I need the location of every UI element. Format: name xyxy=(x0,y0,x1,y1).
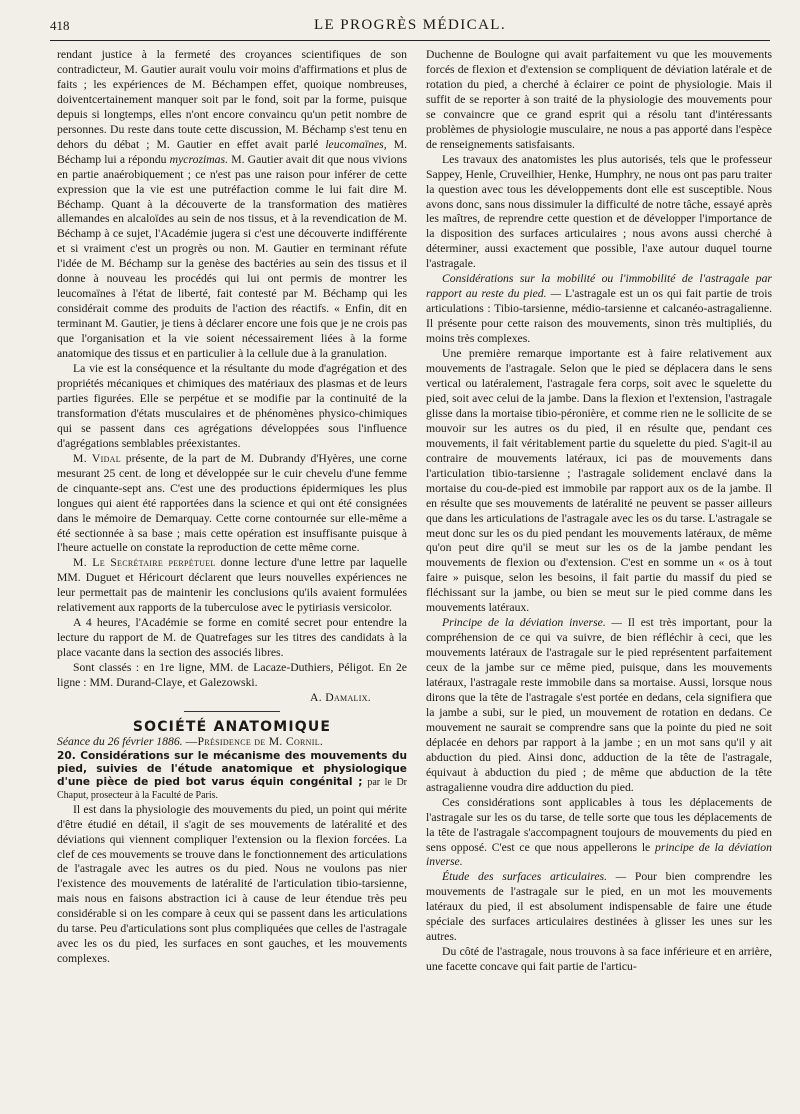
header-rule xyxy=(50,40,770,41)
section-divider xyxy=(184,711,280,712)
signature: A. Damalix. xyxy=(310,690,371,704)
paragraph-surfaces: Étude des surfaces articulaires. — Pour bien comprendre les mouvements de l'astragale sur le pied, en un mot les mouvements latéraux du pied, il est absolument indispensable de faire une étude spéciale des surfaces articulaires destinées à glisser les unes sur les autres. xyxy=(426,870,773,944)
paragraph-la-vie: La vie est la conséquence et la résultante du mode d'agrégation et des propriétés mécaniques et chimiques des matériaux des plasmas et de leurs parties figurées. Elle se perpétue et se modifie par la continuité de la transformation d'états musculaires et de phénomènes physico-chimiques qui se passent dans ces agrégations développées sous l'influence d'agrégations semblables préexistantes. xyxy=(57,362,407,450)
seance-line: Séance du 26 février 1886. —Présidence de M. Cornil. xyxy=(57,734,324,748)
paragraph-comite-secret: A 4 heures, l'Académie se forme en comité secret pour entendre la lecture du rapport de M. de Quatrefages sur les titres des candidats à la place vacante dans la section des associés libres. xyxy=(57,616,407,660)
speaker-name: M. Le Secrétaire perpétuel xyxy=(73,556,216,570)
item-heading xyxy=(57,750,407,803)
paragraph-remarque: Une première remarque importante est à faire relativement aux mouvements de l'astragale. Selon que le pied se déplacera dans le sens vertical ou latéralement, l'astragale fera corps, soit avec le squelette du pied, soit avec celui de la jambe. Dans la flexion et l'extension, l'astragale glisse dans la mortaise tibio-péronière, et comme rien ne le sollicite de se mouvoir sur les autres os du pied, il en résulte que, pendant ces mouvements, il fait véritablement partie du squelette du pied. S'agit-il au contraire de mouvements latéraux, ici pas de mouvements dans l'articulation tibio-tarsienne ; l'astragale solidement enclavé dans la mortaise du cou-de-pied est immobile par rapport aux os de la jambe. Il en résulte que ses mouvements de latéralité ne peuvent se passer ailleurs que dans les articulations de l'astragale avec les os du tarse. L'astragale se meut donc sur les os du pied pendant les mouvements latéraux, de même qu'on peut dire qu'il se meut sur les os de la jambe pendant les mouvements de flexion ou d'extension. C'est en somme un « os à tout faire » puisque, selon les besoins, il fait partie du massif du pied se fléchissant sur la jambe, ou bien se meut sur le pied comme dans les mouvements latéraux. xyxy=(426,347,772,615)
paragraph-duchenne: Duchenne de Boulogne qui avait parfaitement vu que les mouvements forcés de flexion et d'extension se compliquent de déviation latérale et de rotation du pied, a cherché à éclairer ce point de physiologie. Mais il suffit de se reporter à son traité de la physiologie des mouvements pour se convaincre que ce grand esprit qui a résolu tant d'intéressants problèmes de physiologie musculaire, ne nous a pas apporté dans l'espèce de renseignements satisfaisants. xyxy=(426,48,772,151)
running-header xyxy=(50,14,770,40)
item-title: 20. Considérations sur le mécanisme des mouvements du pied, suivies de l'étude anatomique et physiologique d'une pièce de pied bot varus équin congénital ; xyxy=(57,749,407,789)
subheading-surfaces: Étude des surfaces articulaires. — xyxy=(442,870,627,884)
paragraph-gautier-reply: rendant justice à la fermeté des croyances scientifiques de son contradicteur, M. Gautier aurait voulu voir moins d'affirmations et plus de faits ; les expériences de M. Béchampen effet, quoique nombreuses, doiventcertainement manquer soit par le fond, soit par la forme, puisque depuis si longtemps, elles n'ont encore convaincu qu'un petit nombre de personnes. Du reste dans toute cette discussion, M. Béchamp s'est tenu en dehors du débat ; M. Gautier en effet avait parlé leucomaïnes, M. Béchamp lui a répondu mycrozimas. M. Gautier avait dit que nous vivions en partie anaérobiquement ; ce n'est pas une raison pour inférer de cette expression que la vie est une putréfaction comme le lui fait dire M. Béchamp. Quant à la découverte de la transformation des matières allemandes en alcaloïdes au sein de nos tissus, et à la revendication de M. Béchamp à ce sujet, l'Académie jugera si c'est une découverte indifférente et si vraiment c'est un progrès ou non. M. Gautier en terminant réfute l'idée de M. Béchamp sur la genèse des bactéries au sein des tissus et il donne à nouveau les procédés qui lui ont permis de montrer les leucomaïnes à l'état de liberté, fait contesté par M. Béchamp qui les considérait comme des produits de l'action des réactifs. « Enfin, dit en terminant M. Gautier, je tiens à déclarer encore une fois que je ne crois pas que l'organisation et la vie soient nécessairement liées à la forme anatomique des tissus et en particulier à la cellule due à la granulation. xyxy=(57,48,408,361)
paragraph-vidal: M. Vidal présente, de la part de M. Dubrandy d'Hyères, une corne mesurant 25 cent. de long et développée sur le cuir chevelu d'une femme de cinquante-sept ans. C'est une des productions épidermiques les plus longues qui aient été rapportées dans la science et qui ont été consignées dans le mémoire de Demarquay. Cette corne contournée sur elle-même a été sectionnée à sa base ; mais cette opération est insuffisante puisque à l'heure actuelle on constate la reproduction de cette même corne. xyxy=(57,451,407,555)
paragraph-physiologie: Il est dans la physiologie des mouvements du pied, un point qui mérite d'être étudié en détail, il s'agit de ses mouvements de latéralité et des déviations qui viennent compliquer l'extension ou la flexion forcées. La clef de ces mouvements se trouve dans le fonctionnement des articulations de l'astragale avec les autres os du pied. Nous ne voulons pas nier l'existence des mouvements de latéralité de l'articulation tibio-tarsienne, mais nous en faisons abstraction ici à cause de leur étendue très peu considérable si on les compare à ceux qui se passent dans les articulations du tarse. Peu d'articulations sont plus compliquées que celles de l'astragale avec les os du pied, les surfaces en sont gauches, et les mouvements complexes. xyxy=(57,802,407,966)
term-mycrozimas: mycrozimas. xyxy=(169,152,228,166)
paragraph-principe: Principe de la déviation inverse. — Il est très important, pour la compréhension de ce qui va suivre, de bien réfléchir à ceci, que les mouvements latéraux de l'astragale sur le pied représentent parfaitement ceux de la jambe sur ce même pied, puisque, dans les mouvements latéraux, l'astragale reste immobile dans sa mortaise. Aussi, lorsque nous dirons que la tête de l'astragale s'est portée en dedans, cela signifiera que la jambe a subi, sur le pied, un mouvement de rotation en dedans. Ce mouvement ne saurait se comprendre sans que la pointe du pied ne soit déplacée en dehors par rapport à la jambe ; en un mot sans qu'il y ait abduction du pied. Ainsi donc, adduction de la tête de l'astragale, équivaut à abduction du pied ; de même que abduction de la tête astragalienne voudra dire adduction du pied. xyxy=(426,616,773,794)
speaker-name: M. Vidal xyxy=(73,451,121,465)
paragraph-secretaire: M. Le Secrétaire perpétuel donne lecture d'une lettre par laquelle MM. Duguet et Héricourt déclarent que leurs nouvelles expériences ne leur permettait pas de maintenir les conclusions qu'ils avaient formulées relativement aux rapports de la tuberculose avec le pytiriasis versicolor. xyxy=(57,556,408,615)
page-number: 418 xyxy=(50,18,70,33)
subheading-mobilite: Considérations sur la mobilité ou l'immobilité de l'astragale par rapport au reste du pied. — xyxy=(426,272,772,301)
section-title: SOCIÉTÉ ANATOMIQUE xyxy=(132,718,332,735)
journal-title: LE PROGRÈS MÉDICAL. xyxy=(313,17,507,33)
item-author: par le Dr Chaput, prosecteur à la Faculté de Paris. xyxy=(57,777,408,802)
left-column xyxy=(57,48,407,967)
paragraph-considerations: Ces considérations sont applicables à tous les déplacements de l'astragale sur les os du tarse, de telle sorte que tous les déplacements de la tête de l'astragale s'accompagnent toujours de mouvements du pied en sens opposé. C'est ce que nous appellerons le principe de la déviation inverse. xyxy=(426,795,772,869)
paragraph-mobilite: Considérations sur la mobilité ou l'immobilité de l'astragale par rapport au reste du pied. — L'astragale est un os qui fait partie de trois articulations : Tibio-tarsienne, médio-tarsienne et calcanéo-astragalienne. Il présente pour cette raison des mouvements, sinon très multipliés, du moins très complexes. xyxy=(426,272,772,346)
right-column xyxy=(426,48,772,975)
paragraph-anatomistes: Les travaux des anatomistes les plus autorisés, tels que le professeur Sappey, Henle, Cruveilhier, Henke, Humphry, ne nous ont pas paru traiter la question avec tous les développements dont elle est susceptible. Nous avons donc, sans nous dissimuler la difficulté de notre tâche, essayé après les maîtres, de reprendre cette question et de développer l'importance de la disposition des surfaces articulaires ; nous avons aussi cherché à déterminer, aussi exactement que possible, l'axe autour duquel tourne l'astragale. xyxy=(426,152,772,271)
paragraph-cote-astragale: Du côté de l'astragale, nous trouvons à sa face inférieure et en arrière, une facette concave qui fait partie de l'articu- xyxy=(426,945,772,974)
subheading-principe: Principe de la déviation inverse. — xyxy=(442,616,622,630)
paragraph-candidats: Sont classés : en 1re ligne, MM. de Lacaze-Duthiers, Péligot. En 2e ligne : MM. Durand-Claye, et Galezowski. xyxy=(57,661,407,690)
term-leucomaines: leucomaïnes, xyxy=(325,137,387,151)
